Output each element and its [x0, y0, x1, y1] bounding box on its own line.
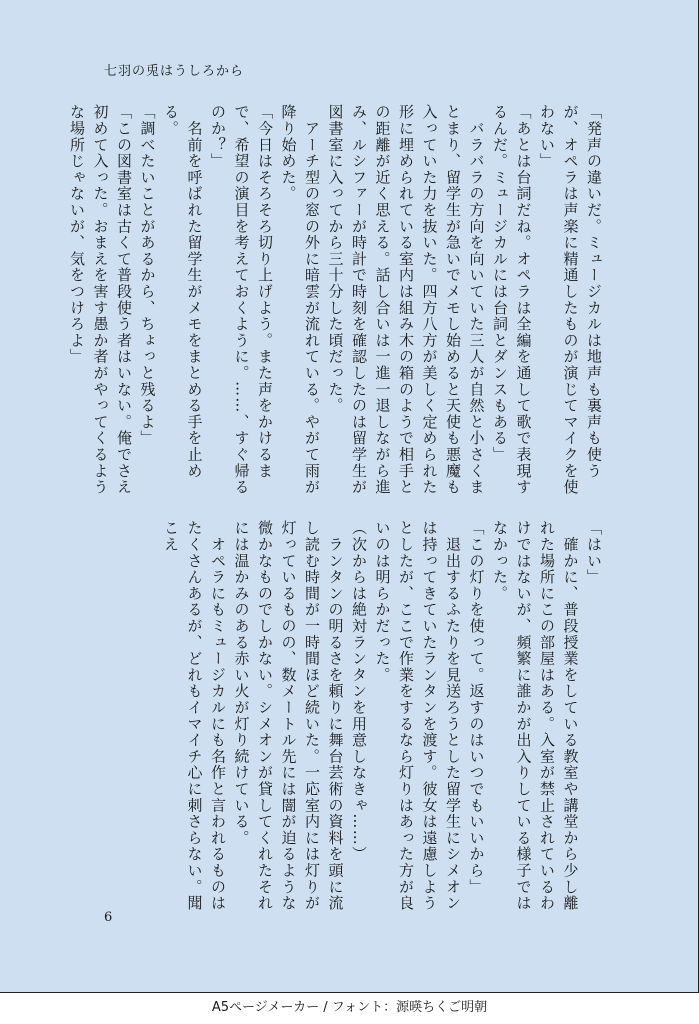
text-column-bottom [159, 520, 606, 912]
paragraph: （次からは絶対ランタンを用意しなきゃ……） [350, 520, 368, 863]
paragraph: 退出するふたりを見送ろうとした留学生にシメオンは持ってきていたランタンを渡す。彼女は遠慮しようとしたが、ここで作業をするなら灯りはあった方が良いのは明らかだった。 [373, 520, 462, 912]
paragraph: 「今日はそろそろ切り上げよう。また声をかけるまで、希望の演目を考えておくように。……、すぐ帰るのか？」 [209, 104, 274, 496]
paragraph: バラバラの方向を向いていた三人が自然と小さくまとまり、留学生が急いでメモし始めると天使も悪魔も入っていた力を抜いた。四方八方が美しく定められた形に埋められている室内は組み木の箱のようで相手との距離が近く思える。話し合いは一進一退しながら進み、ルシファーが時計で時刻を確認したのは留学生が図書室に入ってから三十分した頃だった。 [326, 104, 486, 496]
paragraph: 名前を呼ばれた留学生がメモをまとめる手を止める。 [162, 104, 204, 479]
paragraph: 確かに、普段授業をしている教室や講堂から少し離れた場所にこの部屋はある。入室が禁止されているわけではないが、頻繁に誰かが出入りしている様子ではなかった。 [491, 520, 580, 912]
paragraph: 「あとは台詞だね。オペラは全編を通して歌で表現するんだ。ミュージカルには台詞とダンスもある」 [491, 104, 533, 496]
paragraph: 「この灯りを使って。返すのはいつでもいいから」 [467, 520, 486, 895]
paragraph: アーチ型の窓の外に暗雲が流れている。やがて雨が降り始めた。 [279, 104, 321, 496]
page-number: 6 [104, 910, 113, 925]
paragraph: 「調べたいことがあるから、ちょっと残るよ」 [138, 104, 157, 447]
paragraph: 「この図書室は古くて普段使う者はいない。俺でさえ初めて入った。おまえを害す愚か者がやってくるような場所じゃないが、気をつけろよ」 [68, 104, 133, 496]
text-column-top [65, 104, 606, 504]
footer-credit: A5ページメーカー / フォント：源暎ちくご明朝 [211, 1000, 488, 1015]
paragraph: オペラにもミュージカルにも名作と言われるものはたくさんあるが、どれもイマイチ心に刺さらない。聞こえ [162, 520, 227, 912]
paragraph: 「はい」 [585, 520, 603, 586]
running-header: 七羽の兎はうしろから [104, 64, 245, 79]
paragraph: ランタンの明るさを頼りに舞台芸術の資料を頭に流し読む時間が一時間ほど続いた。一応室内には灯りが灯っているものの、数メートル先には闇が迫るような微かなものでしかない。シメオンが貸してくれたそれには温かみのある赤い火が灯り続けている。 [232, 520, 345, 912]
paragraph: 「発声の違いだ。ミュージカルは地声も裏声も使うが、オペラは声楽に精通したものが演じてマイクを使わない」 [538, 104, 603, 496]
